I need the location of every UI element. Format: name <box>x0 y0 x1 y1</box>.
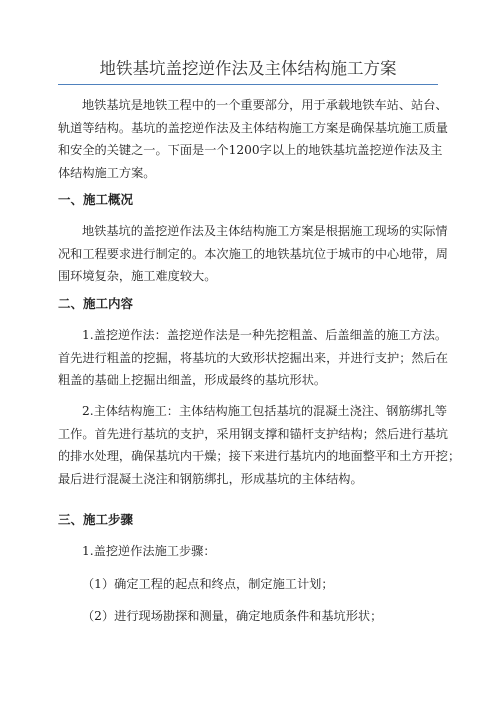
section-heading: 三、施工步骤 <box>58 512 134 527</box>
paragraph-line: 围环境复杂，施工难度较大。 <box>58 269 217 283</box>
document-title: 地铁基坑盖挖逆作法及主体结构施工方案 <box>99 59 397 78</box>
section-paragraph <box>58 400 461 490</box>
paragraph-line: 轨道等结构。基坑的盖挖逆作法及主体结构施工方案是确保基坑施工质量 <box>58 120 448 135</box>
paragraph-line: 粗盖的基础上挖掘出细盖，形成最终的基坑形状。 <box>58 373 327 387</box>
section-heading: 二、施工内容 <box>58 296 134 311</box>
section-paragraph <box>58 220 448 288</box>
subsection-heading: 1.盖挖逆作法施工步骤： <box>82 544 216 558</box>
paragraph-line: 体结构施工方案。 <box>58 165 156 180</box>
title-underline <box>58 84 438 85</box>
intro-paragraph <box>58 94 448 184</box>
paragraph-line: 况和工程要求进行制定的。本次施工的地铁基坑位于城市的中心地带，周 <box>58 246 448 261</box>
paragraph-line: 和安全的关键之一。下面是一个1200字以上的地铁基坑盖挖逆作法及主 <box>58 143 443 157</box>
step-item: （1）确定工程的起点和终点，制定施工计划； <box>82 577 334 591</box>
paragraph-line: 最后进行混凝土浇注和钢筋绑扎，形成基坑的主体结构。 <box>58 471 363 486</box>
section-heading: 一、施工概况 <box>58 192 134 207</box>
section-paragraph <box>58 324 448 392</box>
paragraph-line: 的排水处理，确保基坑内干燥；接下来进行基坑内的地面整平和土方开挖； <box>58 449 461 463</box>
step-item: （2）进行现场勘探和测量，确定地质条件和基坑形状； <box>82 609 383 623</box>
paragraph-line: 首先进行粗盖的挖掘，将基坑的大致形状挖掘出来，并进行支护；然后在 <box>58 350 448 365</box>
paragraph-line: 地铁基坑的盖挖逆作法及主体结构施工方案是根据施工现场的实际情 <box>82 224 448 238</box>
paragraph-line: 1.盖挖逆作法：盖挖逆作法是一种先挖粗盖、后盖细盖的施工方法。 <box>82 328 448 342</box>
paragraph-line: 2.主体结构施工：主体结构施工包括基坑的混凝土浇注、钢筋绑扎等 <box>82 404 448 418</box>
paragraph-line: 地铁基坑是地铁工程中的一个重要部分，用于承载地铁车站、站台、 <box>82 98 448 112</box>
paragraph-line: 工作。首先进行基坑的支护，采用钢支撑和锚杆支护结构；然后进行基坑 <box>58 426 448 441</box>
